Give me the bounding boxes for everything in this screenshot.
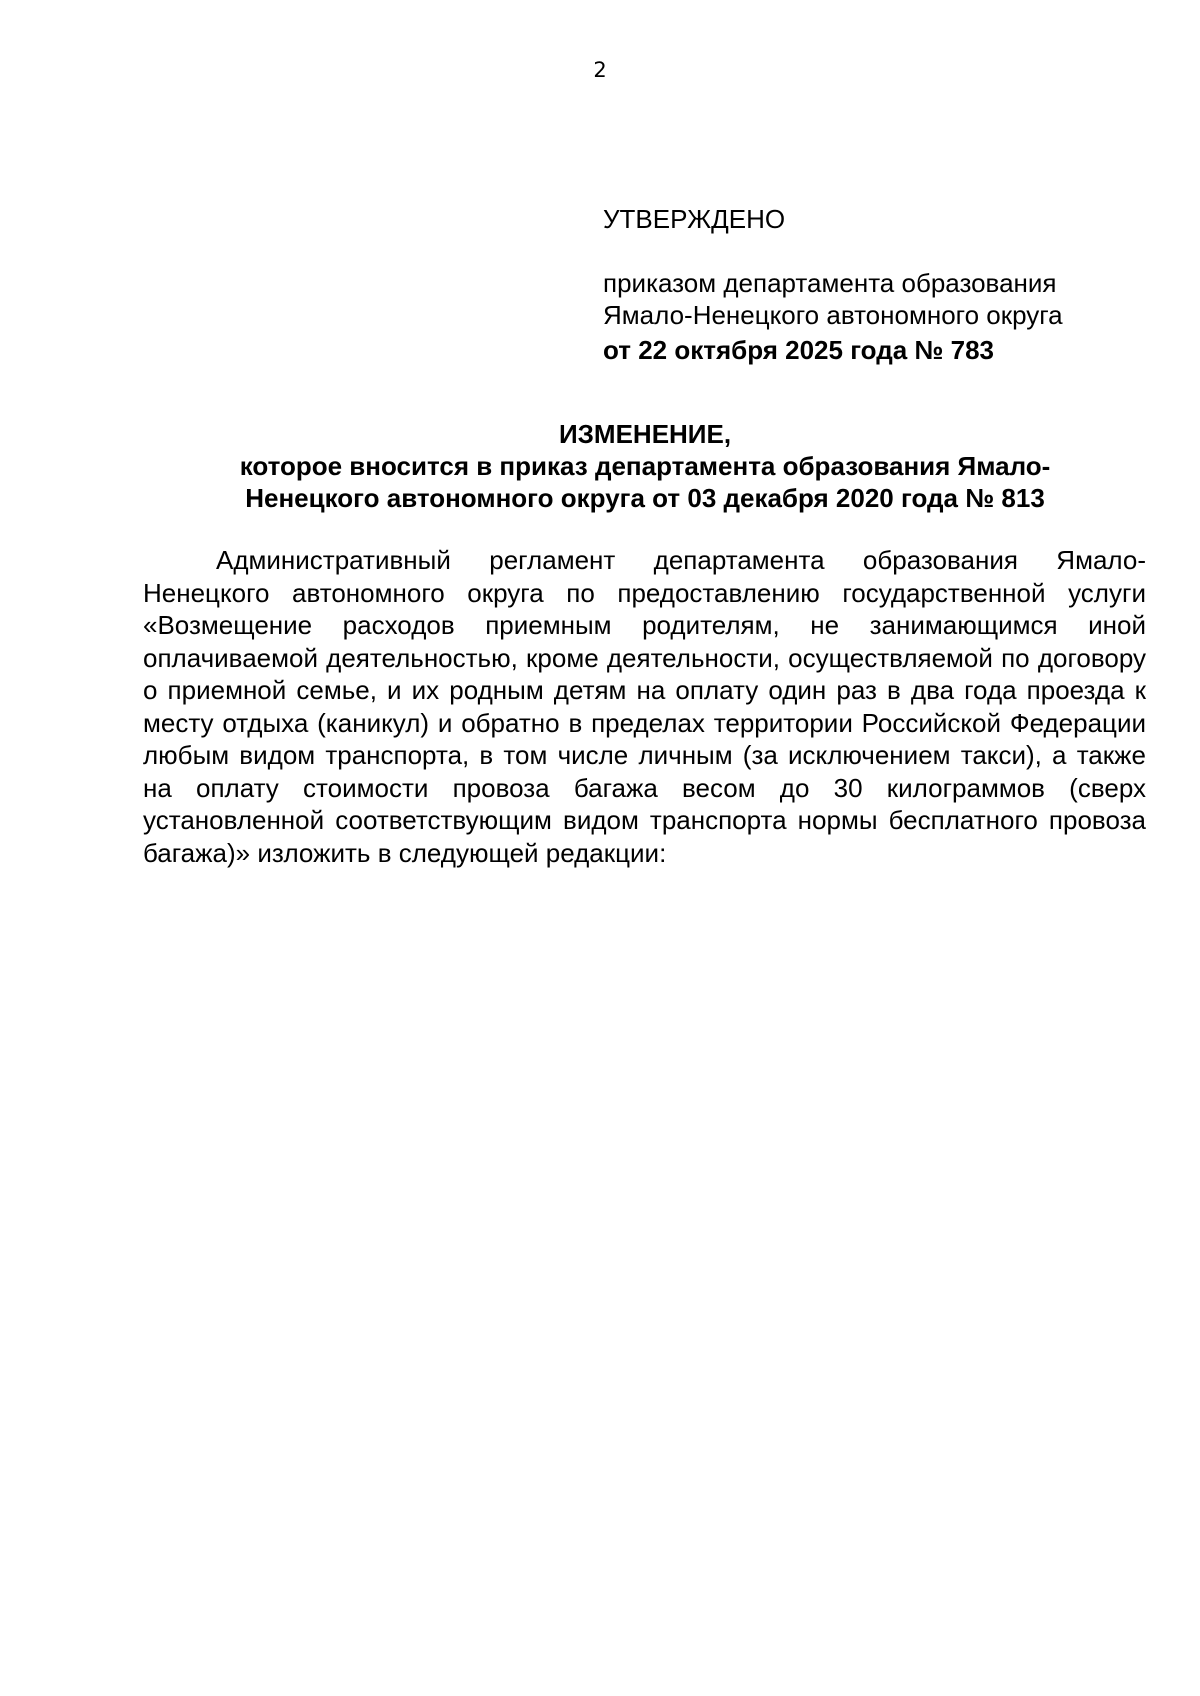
approval-order-line: приказом департамента образования (603, 268, 1057, 298)
title-heading: ИЗМЕНЕНИЕ, (558, 419, 732, 449)
approval-heading: УТВЕРЖДЕНО (603, 204, 786, 234)
approval-region-line: Ямало-Ненецкого автономного округа (603, 300, 1063, 330)
page-number: 2 (593, 58, 607, 82)
document-title (130, 418, 1160, 514)
approval-date: от 22 октября 2025 года № 783 (603, 335, 994, 365)
title-subtitle-line-1: которое вносится в приказ департамента образования Ямало- (239, 451, 1051, 481)
body-paragraph: Административный регламент департамента образования Ямало-Ненецкого автономного округа по предоставлению государственной услуги «Возмещение расходов приемным родителям, не занимающимся иной оплачиваемой деятельностью, кроме деятельности, осуществляемой по договору о приемной семье, и их родным детям на оплату один раз в два года проезда к месту отдыха (каникул) и обратно в пределах территории Российской Федерации любым видом транспорта, в том числе личным (за исключением такси), а также на оплату стоимости провоза багажа весом до 30 килограммов (сверх установленной соответствующим видом транспорта нормы бесплатного провоза багажа)» изложить в следующей редакции: (143, 545, 1146, 868)
title-subtitle-line-2: Ненецкого автономного округа от 03 декабря 2020 года № 813 (245, 483, 1045, 513)
approval-block (603, 203, 1163, 366)
